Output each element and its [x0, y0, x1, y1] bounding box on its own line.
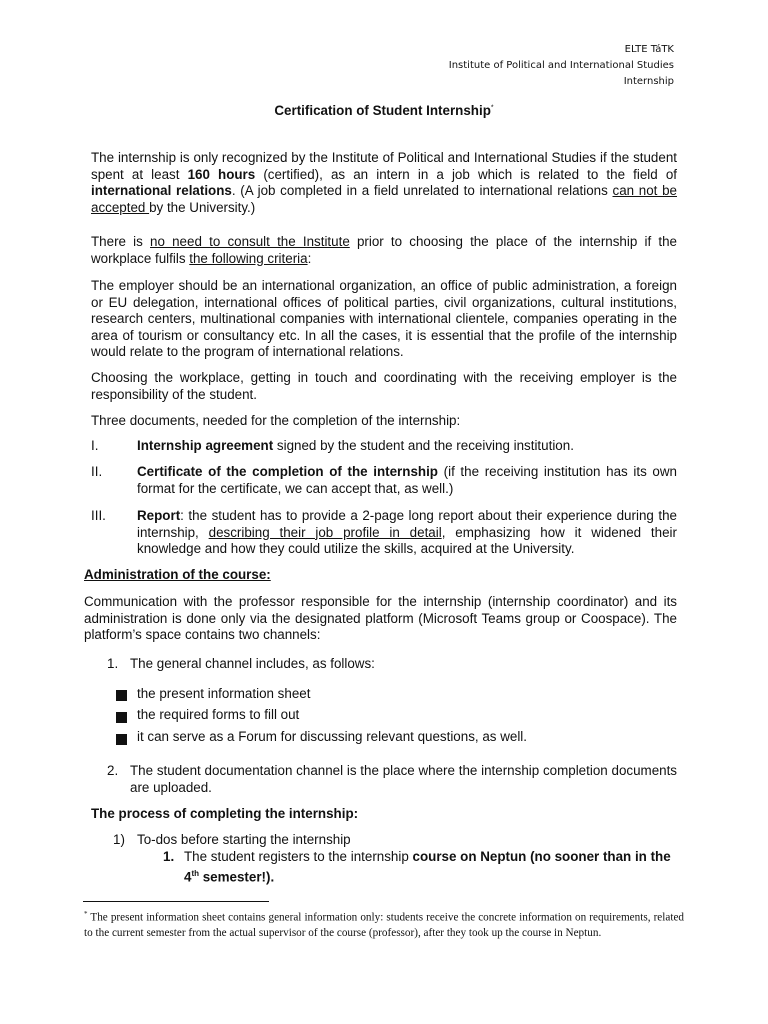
footnote-divider	[83, 901, 269, 902]
bullet-item-3: it can serve as a Forum for discussing relevant questions, as well.	[137, 729, 527, 744]
p1-text-c: . (A job completed in a field unrelated to international relations	[231, 183, 613, 198]
document-3-text-a: : the student has to provide a 2-page long report about their experience during the internship,	[137, 508, 677, 540]
substep-text-b: course on Neptun (no sooner than in the 4	[184, 849, 671, 884]
footnote-marker: *	[84, 910, 88, 918]
substep-superscript: th	[191, 868, 200, 878]
substep-text-a: The student registers to the internship	[184, 849, 413, 864]
p1-text-b: (certified), as an intern in a job which is related to the field of	[255, 166, 677, 182]
document-2-title: Certificate of the completion of the internship	[137, 464, 438, 479]
intro-paragraph-4: Choosing the workplace, getting in touch and coordinating with the receiving employer is the responsibility of the student.	[91, 370, 677, 402]
bullet-square-icon	[116, 710, 127, 728]
substep-text-c: semester!).	[199, 868, 275, 884]
intro-paragraph-2	[91, 234, 677, 267]
document-3-title: Report	[137, 508, 181, 523]
bullet-item-1: the present information sheet	[137, 686, 311, 701]
channel-2-number: 2.	[107, 763, 119, 778]
admin-heading-text: Administration of the course:	[84, 567, 271, 582]
document-1-text: signed by the student and the receiving institution.	[273, 438, 574, 453]
document-item-1	[137, 438, 677, 455]
p1-text-a: The internship is only recognized by the Institute of Political and International Studies if the student spent at least	[91, 150, 677, 182]
p1-text-d: by the University.)	[149, 199, 256, 215]
intro-paragraph-1	[91, 150, 677, 216]
process-substep-number: 1.	[163, 849, 175, 864]
admin-intro: Communication with the professor responsible for the internship (internship coordinator) and its administration is done only via the designated platform (Microsoft Teams group or Coospace). The platform’s space contains two channels:	[84, 594, 677, 642]
footnote	[84, 907, 684, 941]
channel-2-text: The student documentation channel is the place where the internship completion documents are uploaded.	[130, 763, 677, 795]
bullet-item-2: the required forms to fill out	[137, 707, 300, 722]
p2-text-b: prior to choosing the place of the internship if the workplace fulfils	[91, 234, 677, 266]
admin-heading	[84, 567, 271, 584]
process-step-1-number: 1)	[113, 832, 125, 847]
page-title	[0, 103, 768, 118]
intro-paragraph-5: Three documents, needed for the completion of the internship:	[91, 413, 461, 428]
document-numeral-3: III.	[91, 508, 106, 523]
p1-cannot-underlined: can not be accepted	[91, 183, 677, 215]
p1-field: international relations	[91, 183, 232, 198]
document-3-text-b: , emphasizing how it widened their knowledge and how they could utilize the skills, acquired at the University.	[137, 524, 677, 556]
document-numeral-2: II.	[91, 464, 103, 479]
process-substep-text	[184, 849, 687, 885]
channel-1-number: 1.	[107, 656, 119, 671]
document-item-2	[137, 464, 677, 497]
p2-no-need-underlined: no need to consult the Institute	[150, 234, 350, 249]
p2-criteria-underlined: the following criteria	[189, 250, 308, 266]
document-1-title: Internship agreement	[137, 438, 274, 453]
document-header	[449, 42, 674, 90]
p1-hours: 160 hours	[187, 166, 256, 182]
channel-1-text: The general channel includes, as follows:	[130, 656, 375, 671]
p2-text-c: :	[307, 250, 312, 266]
bullet-square-icon	[116, 732, 127, 750]
intro-paragraph-3: The employer should be an international organization, an office of public administration, a foreign or EU delegation, international offices of political parties, civil organizations, cultural institutions, research centers, multinational companies with international clientele, companies operating in the area of tourism or consultancy etc. In all the cases, it is essential that the profile of the internship would relate to the program of international relations.	[91, 278, 677, 359]
document-numeral-1: I.	[91, 438, 99, 453]
document-3-underlined: describing their job profile in detail	[208, 524, 442, 540]
header-section: Internship	[623, 76, 674, 87]
header-org: ELTE TáTK	[624, 44, 674, 55]
document-item-3	[137, 508, 677, 558]
process-step-1-text: To-dos before starting the internship	[137, 832, 351, 847]
document-2-text: (if the receiving institution has its own format for the certificate, we can accept that, as well.)	[137, 464, 677, 496]
title-text: Certification of Student Internship	[274, 103, 491, 118]
p2-text-a: There is	[91, 234, 151, 249]
bullet-square-icon	[116, 688, 127, 706]
footnote-text: The present information sheet contains general information only: students receive the concrete information on requirements, related to the current semester from the actual supervisor of the course (professor), after they took up the course in Neptun.	[84, 911, 684, 939]
title-footnote-marker: *	[490, 104, 494, 112]
header-institute: Institute of Political and International Studies	[448, 60, 674, 71]
process-heading: The process of completing the internship:	[91, 806, 359, 821]
